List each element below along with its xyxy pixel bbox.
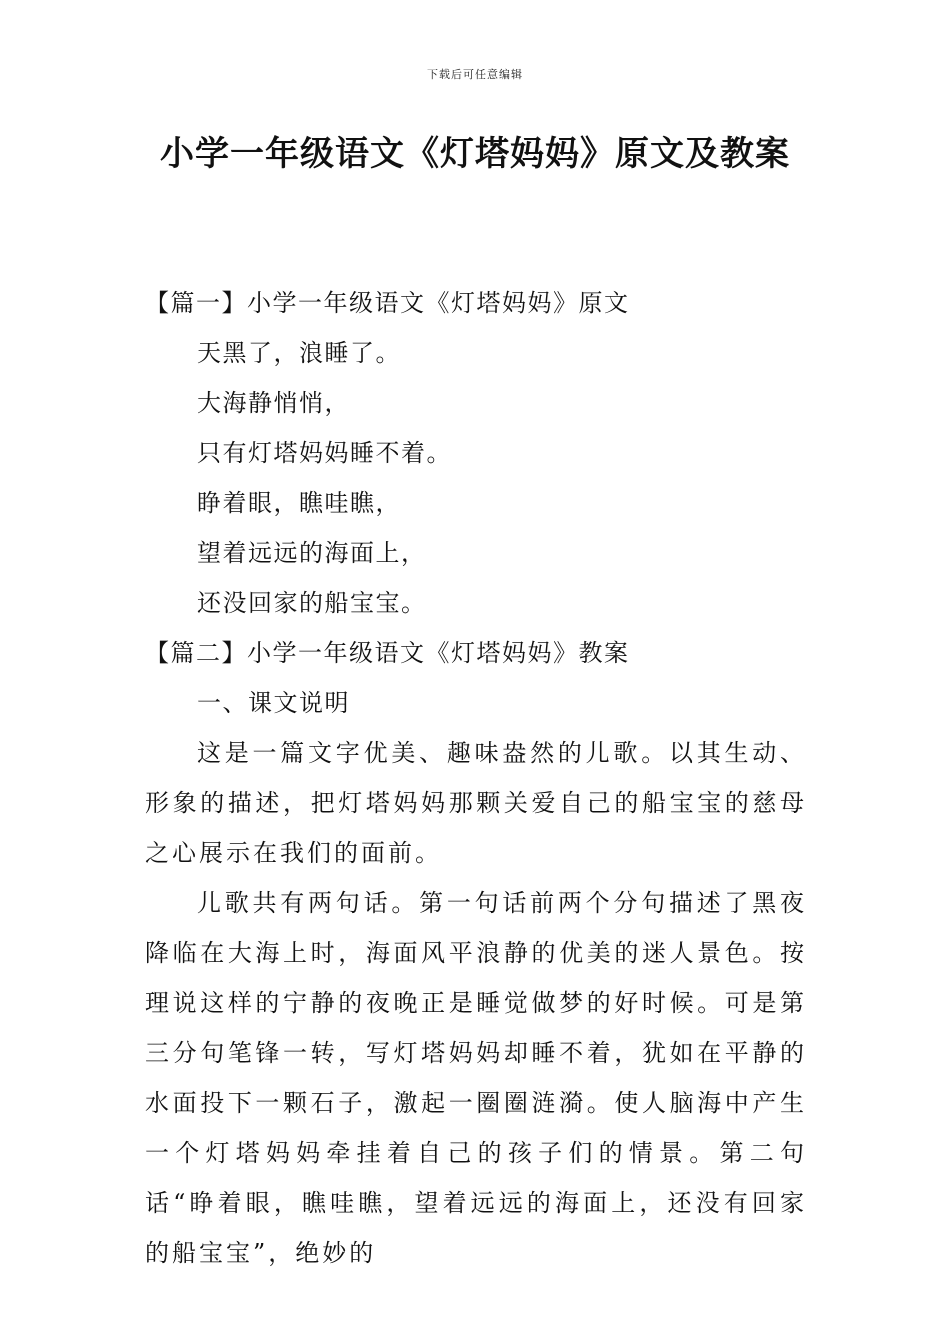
- poem-line: 还没回家的船宝宝。: [197, 589, 427, 617]
- body-paragraph: 儿歌共有两句话。第一句话前两个分句描述了黑夜降临在大海上时，海面风平浪静的优美的迷人景色。按理说这样的宁静的夜晚正是睡觉做梦的好时候。可是第三分句笔锋一转，写灯塔妈妈却睡不着，犹如在平静的水面投下一颗石子，激起一圈圈涟漪。使人脑海中产生一个灯塔妈妈牵挂着自己的孩子们的情景。第二句话“睁着眼，瞧哇瞧，望着远远的海面上，还没有回家的船宝宝”，绝妙的: [145, 889, 807, 1267]
- poem-line: 望着远远的海面上，: [197, 539, 427, 567]
- poem-line: 只有灯塔妈妈睡不着。: [197, 439, 452, 467]
- body-paragraph: 这是一篇文字优美、趣味盎然的儿歌。以其生动、形象的描述，把灯塔妈妈那颗关爱自己的船宝宝的慈母之心展示在我们的面前。: [145, 739, 807, 867]
- section-heading-1: 【篇一】小学一年级语文《灯塔妈妈》原文: [145, 289, 630, 317]
- poem-line: 大海静悄悄，: [197, 389, 350, 417]
- header-note: 下载后可任意编辑: [427, 68, 523, 81]
- poem-line: 睁着眼，瞧哇瞧，: [197, 489, 401, 517]
- poem-line: 天黑了，浪睡了。: [197, 339, 401, 367]
- section-heading-2: 【篇二】小学一年级语文《灯塔妈妈》教案: [145, 639, 630, 667]
- document-body: [145, 278, 807, 1278]
- sub-heading: 一、课文说明: [197, 689, 350, 717]
- page-title: 小学一年级语文《灯塔妈妈》原文及教案: [160, 134, 790, 174]
